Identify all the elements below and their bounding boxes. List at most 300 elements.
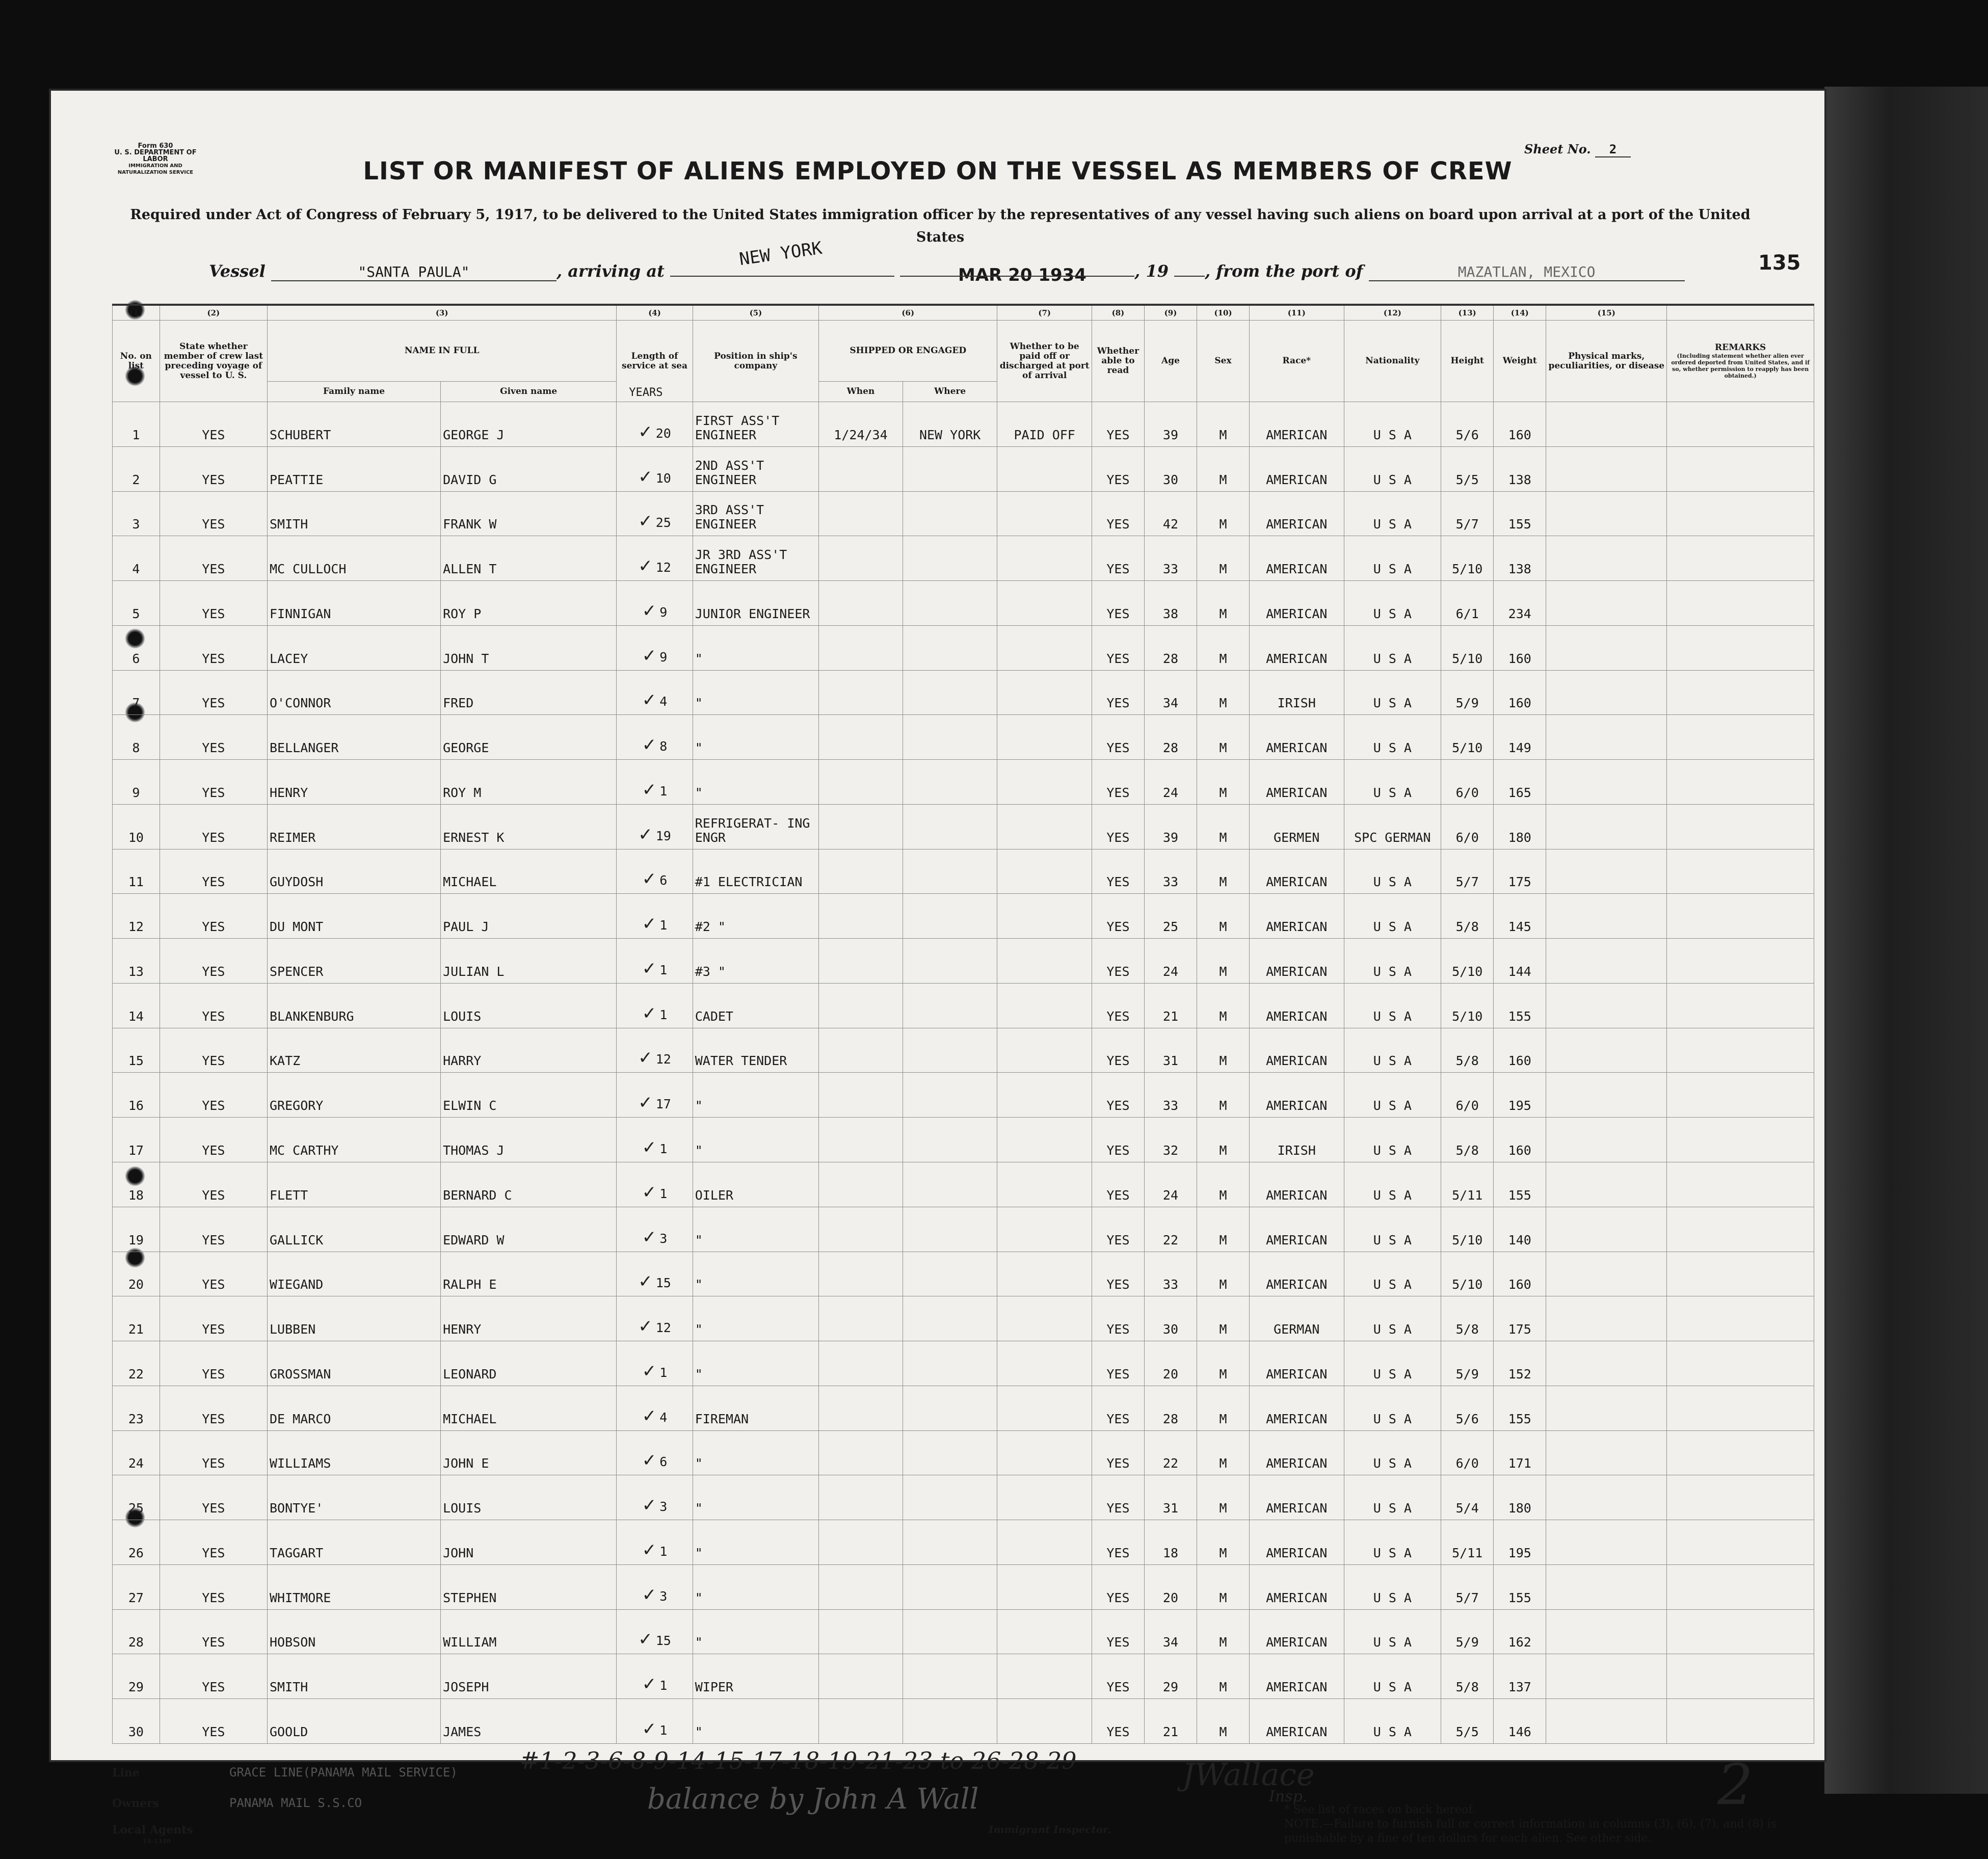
line-label: Line bbox=[112, 1766, 140, 1780]
race: AMERICAN bbox=[1266, 427, 1328, 442]
given-name-cell bbox=[441, 849, 617, 894]
age: 34 bbox=[1162, 1635, 1179, 1650]
given-name: THOMAS J bbox=[443, 1143, 505, 1158]
sex-cell bbox=[1197, 1430, 1250, 1475]
given-name: JULIAN L bbox=[443, 964, 505, 979]
height-cell bbox=[1441, 1341, 1494, 1386]
check-mark-icon: ✓ bbox=[642, 1495, 657, 1516]
year-label: , 19 bbox=[1134, 261, 1169, 281]
weight-cell bbox=[1494, 1341, 1546, 1386]
race-cell bbox=[1250, 1564, 1344, 1609]
check-mark-icon: ✓ bbox=[642, 1361, 657, 1382]
given-name: JOHN bbox=[443, 1545, 474, 1560]
position-cell bbox=[693, 1386, 818, 1430]
row-number-cell bbox=[113, 894, 160, 939]
nationality: U S A bbox=[1373, 1724, 1412, 1739]
given-name: GEORGE bbox=[443, 740, 489, 756]
race-cell bbox=[1250, 491, 1344, 536]
header-remarks bbox=[1667, 321, 1814, 402]
height-cell bbox=[1441, 849, 1494, 894]
weight-cell bbox=[1494, 581, 1546, 626]
nationality: U S A bbox=[1373, 1366, 1412, 1382]
family-name: SMITH bbox=[269, 517, 308, 532]
race: AMERICAN bbox=[1266, 1411, 1328, 1426]
sex: M bbox=[1219, 1411, 1227, 1426]
length-of-service-cell bbox=[617, 1699, 693, 1744]
weight-cell bbox=[1494, 446, 1546, 491]
height: 6/0 bbox=[1455, 830, 1479, 845]
shipped-where-cell bbox=[903, 983, 997, 1028]
table-row bbox=[113, 1386, 1814, 1430]
height: 5/8 bbox=[1455, 919, 1479, 935]
nationality-cell bbox=[1344, 1118, 1441, 1162]
physical-marks-cell bbox=[1546, 983, 1667, 1028]
race-cell bbox=[1250, 1162, 1344, 1207]
given-name-cell bbox=[441, 1028, 617, 1073]
weight: 160 bbox=[1508, 1053, 1531, 1069]
header-able-read: Whether able to read bbox=[1092, 321, 1144, 402]
member-last-voyage-cell bbox=[160, 1654, 267, 1699]
given-name: WILLIAM bbox=[443, 1635, 497, 1650]
position-cell bbox=[693, 1654, 818, 1699]
sex: M bbox=[1219, 606, 1227, 621]
sex: M bbox=[1219, 1098, 1227, 1113]
paid-off-cell bbox=[997, 1296, 1092, 1341]
height: 5/6 bbox=[1455, 427, 1479, 442]
family-name: SCHUBERT bbox=[269, 427, 331, 442]
height-cell bbox=[1441, 670, 1494, 715]
physical-marks-cell bbox=[1546, 1028, 1667, 1073]
col-num: (5) bbox=[693, 305, 818, 321]
row-number-cell bbox=[113, 491, 160, 536]
length-of-service-cell bbox=[617, 1296, 693, 1341]
member-last-voyage-cell bbox=[160, 1475, 267, 1520]
table-row bbox=[113, 1162, 1814, 1207]
years-label: YEARS bbox=[629, 386, 663, 399]
age: 42 bbox=[1162, 517, 1179, 532]
remarks-cell bbox=[1667, 1609, 1814, 1654]
given-name-cell bbox=[441, 760, 617, 805]
sex-cell bbox=[1197, 1341, 1250, 1386]
sex-cell bbox=[1197, 491, 1250, 536]
given-name: ALLEN T bbox=[443, 562, 497, 577]
remarks-cell bbox=[1667, 1073, 1814, 1118]
age: 22 bbox=[1162, 1456, 1179, 1471]
remarks-cell bbox=[1667, 1386, 1814, 1430]
weight-cell bbox=[1494, 894, 1546, 939]
table-row bbox=[113, 1341, 1814, 1386]
age: 22 bbox=[1162, 1232, 1179, 1247]
check-mark-icon: ✓ bbox=[638, 421, 653, 442]
age-cell bbox=[1144, 446, 1197, 491]
header-physical: Physical marks, peculiarities, or disease bbox=[1546, 321, 1667, 402]
age-cell bbox=[1144, 983, 1197, 1028]
paid-off-cell bbox=[997, 1028, 1092, 1073]
remarks-cell bbox=[1667, 1207, 1814, 1252]
family-name-cell bbox=[267, 1341, 440, 1386]
race: AMERICAN bbox=[1266, 1277, 1328, 1292]
given-name: RALPH E bbox=[443, 1277, 497, 1292]
age-cell bbox=[1144, 670, 1197, 715]
race-cell bbox=[1250, 1699, 1344, 1744]
able-to-read: YES bbox=[1106, 562, 1130, 577]
member-last-voyage-cell bbox=[160, 1207, 267, 1252]
arriving-blank bbox=[670, 276, 894, 277]
given-name: JAMES bbox=[443, 1724, 482, 1739]
nationality-cell bbox=[1344, 1296, 1441, 1341]
physical-marks-cell bbox=[1546, 1475, 1667, 1520]
remarks-cell bbox=[1667, 1430, 1814, 1475]
check-mark-icon: ✓ bbox=[642, 914, 657, 935]
member-last-voyage-cell bbox=[160, 625, 267, 670]
length-of-service: 17 bbox=[655, 1097, 671, 1112]
nationality-cell bbox=[1344, 1386, 1441, 1430]
length-of-service-cell bbox=[617, 1386, 693, 1430]
row-number-cell bbox=[113, 1028, 160, 1073]
given-name: JOHN T bbox=[443, 651, 489, 666]
remarks-cell bbox=[1667, 939, 1814, 984]
weight-cell bbox=[1494, 1028, 1546, 1073]
member-last-voyage-cell bbox=[160, 1296, 267, 1341]
age: 28 bbox=[1162, 651, 1179, 666]
physical-marks-cell bbox=[1546, 1296, 1667, 1341]
height: 5/8 bbox=[1455, 1143, 1479, 1158]
age-cell bbox=[1144, 1699, 1197, 1744]
position: " bbox=[695, 1724, 703, 1739]
nationality-cell bbox=[1344, 1609, 1441, 1654]
remarks-cell bbox=[1667, 581, 1814, 626]
check-mark-icon: ✓ bbox=[642, 1539, 657, 1560]
age-cell bbox=[1144, 1296, 1197, 1341]
able-to-read: YES bbox=[1106, 696, 1130, 711]
col-num: (11) bbox=[1250, 305, 1344, 321]
shipped-when-cell bbox=[819, 983, 903, 1028]
age: 33 bbox=[1162, 1098, 1179, 1113]
able-to-read-cell bbox=[1092, 849, 1144, 894]
position: " bbox=[695, 1635, 703, 1650]
able-to-read: YES bbox=[1106, 1680, 1130, 1695]
height: 5/11 bbox=[1452, 1187, 1483, 1203]
member-last-voyage-cell bbox=[160, 983, 267, 1028]
given-name: HENRY bbox=[443, 1322, 482, 1337]
weight: 165 bbox=[1508, 785, 1531, 800]
header-name-in-full: NAME IN FULL bbox=[267, 321, 616, 382]
paid-off-cell bbox=[997, 1252, 1092, 1296]
weight: 145 bbox=[1508, 919, 1531, 935]
race-cell bbox=[1250, 581, 1344, 626]
length-of-service-cell bbox=[617, 1475, 693, 1520]
length-of-service: 1 bbox=[659, 1365, 668, 1380]
age-cell bbox=[1144, 849, 1197, 894]
nationality-cell bbox=[1344, 1028, 1441, 1073]
member-last-voyage-cell bbox=[160, 536, 267, 581]
table-row bbox=[113, 1118, 1814, 1162]
length-of-service: 12 bbox=[655, 1052, 671, 1067]
paid-off-cell bbox=[997, 939, 1092, 984]
header-shipped: SHIPPED OR ENGAGED bbox=[819, 321, 997, 382]
height-cell bbox=[1441, 1296, 1494, 1341]
age: 39 bbox=[1162, 427, 1179, 442]
shipped-when-cell bbox=[819, 1341, 903, 1386]
shipped-when-cell bbox=[819, 1296, 903, 1341]
height-cell bbox=[1441, 1430, 1494, 1475]
able-to-read: YES bbox=[1106, 1635, 1130, 1650]
family-name: GALLICK bbox=[269, 1232, 324, 1247]
race-cell bbox=[1250, 939, 1344, 984]
race-cell bbox=[1250, 1654, 1344, 1699]
fine-note: NOTE.—Failure to furnish full or correct information in columns (3), (6), (7), and (8) is punishable by a fine of ten dollars for each alien. See other side. bbox=[1284, 1818, 1777, 1845]
sex-cell bbox=[1197, 983, 1250, 1028]
check-mark-icon: ✓ bbox=[638, 511, 653, 532]
given-name: MICHAEL bbox=[443, 874, 497, 890]
family-name-cell bbox=[267, 1609, 440, 1654]
member-last-voyage: YES bbox=[202, 1098, 225, 1113]
table-row bbox=[113, 715, 1814, 760]
nationality-cell bbox=[1344, 1699, 1441, 1744]
form-number: Form 630 bbox=[138, 142, 173, 150]
able-to-read-cell bbox=[1092, 1386, 1144, 1430]
age-cell bbox=[1144, 1430, 1197, 1475]
height-cell bbox=[1441, 446, 1494, 491]
shipped-when-cell bbox=[819, 894, 903, 939]
physical-marks-cell bbox=[1546, 1252, 1667, 1296]
col-num: (3) bbox=[267, 305, 616, 321]
physical-marks-cell bbox=[1546, 1207, 1667, 1252]
length-of-service: 1 bbox=[659, 1141, 668, 1157]
race: AMERICAN bbox=[1266, 1680, 1328, 1695]
paid-off-cell bbox=[997, 402, 1092, 447]
position: 2ND ASS'T ENGINEER bbox=[695, 458, 764, 487]
family-name-cell bbox=[267, 849, 440, 894]
position: WATER TENDER bbox=[695, 1053, 787, 1069]
able-to-read: YES bbox=[1106, 651, 1130, 666]
family-name-cell bbox=[267, 536, 440, 581]
race: AMERICAN bbox=[1266, 1635, 1328, 1650]
shipped-where-cell bbox=[903, 1073, 997, 1118]
sheet-number-value: 2 bbox=[1595, 142, 1631, 157]
age: 20 bbox=[1162, 1366, 1179, 1382]
sex: M bbox=[1219, 1724, 1227, 1739]
weight: 138 bbox=[1508, 562, 1531, 577]
family-name-cell bbox=[267, 1028, 440, 1073]
weight: 155 bbox=[1508, 1411, 1531, 1426]
physical-marks-cell bbox=[1546, 939, 1667, 984]
remarks-cell bbox=[1667, 804, 1814, 849]
weight: 180 bbox=[1508, 1501, 1531, 1516]
row-number-cell bbox=[113, 1073, 160, 1118]
header-length-service: Length of service at sea bbox=[617, 321, 693, 402]
shipped-where-cell bbox=[903, 446, 997, 491]
age-cell bbox=[1144, 894, 1197, 939]
position-cell bbox=[693, 983, 818, 1028]
member-last-voyage: YES bbox=[202, 1680, 225, 1695]
row-number: 15 bbox=[128, 1053, 144, 1069]
nationality: U S A bbox=[1373, 1098, 1412, 1113]
physical-marks-cell bbox=[1546, 715, 1667, 760]
position-cell bbox=[693, 1341, 818, 1386]
age: 33 bbox=[1162, 874, 1179, 890]
position-cell bbox=[693, 1609, 818, 1654]
handwritten-balance: balance by John A Wall bbox=[647, 1783, 979, 1816]
member-last-voyage-cell bbox=[160, 581, 267, 626]
family-name-cell bbox=[267, 1207, 440, 1252]
member-last-voyage: YES bbox=[202, 964, 225, 979]
col-num: (13) bbox=[1441, 305, 1494, 321]
check-mark-icon: ✓ bbox=[642, 1227, 657, 1247]
physical-marks-cell bbox=[1546, 849, 1667, 894]
row-number-cell bbox=[113, 939, 160, 984]
table-row bbox=[113, 983, 1814, 1028]
length-of-service-cell bbox=[617, 939, 693, 984]
shipped-where-cell bbox=[903, 402, 997, 447]
sex: M bbox=[1219, 517, 1227, 532]
see-list-note: * See list of races on back hereof. bbox=[1284, 1803, 1476, 1816]
height: 5/4 bbox=[1455, 1501, 1479, 1516]
manifest-sheet bbox=[51, 91, 1824, 1845]
handwritten-insp: Insp. bbox=[1269, 1788, 1308, 1805]
family-name-cell bbox=[267, 760, 440, 805]
age: 39 bbox=[1162, 830, 1179, 845]
given-name-cell bbox=[441, 1654, 617, 1699]
length-of-service-cell bbox=[617, 1252, 693, 1296]
family-name: FINNIGAN bbox=[269, 606, 331, 621]
age: 30 bbox=[1162, 472, 1179, 487]
sex: M bbox=[1219, 472, 1227, 487]
family-name-cell bbox=[267, 402, 440, 447]
position-cell bbox=[693, 760, 818, 805]
nationality: U S A bbox=[1373, 651, 1412, 666]
age-cell bbox=[1144, 715, 1197, 760]
sex-cell bbox=[1197, 1520, 1250, 1565]
able-to-read-cell bbox=[1092, 1699, 1144, 1744]
family-name: GROSSMAN bbox=[269, 1366, 331, 1382]
given-name: LEONARD bbox=[443, 1366, 497, 1382]
row-number-cell bbox=[113, 1654, 160, 1699]
shipped-when-cell bbox=[819, 849, 903, 894]
sex: M bbox=[1219, 1501, 1227, 1516]
vessel-name: "SANTA PAULA" bbox=[271, 263, 556, 281]
height-cell bbox=[1441, 536, 1494, 581]
nationality-cell bbox=[1344, 1475, 1441, 1520]
family-name: WHITMORE bbox=[269, 1590, 331, 1605]
race-cell bbox=[1250, 804, 1344, 849]
table-row bbox=[113, 939, 1814, 984]
stamp-number: 135 bbox=[1758, 251, 1801, 275]
family-name-cell bbox=[267, 1386, 440, 1430]
physical-marks-cell bbox=[1546, 491, 1667, 536]
sex: M bbox=[1219, 919, 1227, 935]
nationality-cell bbox=[1344, 804, 1441, 849]
check-mark-icon: ✓ bbox=[638, 1271, 653, 1292]
given-name: LOUIS bbox=[443, 1501, 482, 1516]
weight-cell bbox=[1494, 1296, 1546, 1341]
able-to-read: YES bbox=[1106, 517, 1130, 532]
physical-marks-cell bbox=[1546, 1520, 1667, 1565]
able-to-read-cell bbox=[1092, 402, 1144, 447]
date-blank bbox=[900, 276, 1134, 277]
table-row bbox=[113, 1699, 1814, 1744]
length-of-service-cell bbox=[617, 804, 693, 849]
race: AMERICAN bbox=[1266, 606, 1328, 621]
weight: 138 bbox=[1508, 472, 1531, 487]
handwritten-signature: JWallace bbox=[1182, 1757, 1315, 1793]
row-number: 22 bbox=[128, 1366, 144, 1382]
race: AMERICAN bbox=[1266, 1366, 1328, 1382]
race: AMERICAN bbox=[1266, 1590, 1328, 1605]
sex: M bbox=[1219, 1456, 1227, 1471]
member-last-voyage: YES bbox=[202, 1724, 225, 1739]
arriving-label: , arriving at bbox=[556, 261, 665, 281]
length-of-service-cell bbox=[617, 446, 693, 491]
row-number-cell bbox=[113, 1341, 160, 1386]
given-name-cell bbox=[441, 715, 617, 760]
col-num: (9) bbox=[1144, 305, 1197, 321]
remarks-cell bbox=[1667, 1252, 1814, 1296]
member-last-voyage: YES bbox=[202, 1590, 225, 1605]
nationality: U S A bbox=[1373, 1053, 1412, 1069]
check-mark-icon: ✓ bbox=[638, 466, 653, 487]
paid-off-cell bbox=[997, 536, 1092, 581]
height-cell bbox=[1441, 581, 1494, 626]
race-cell bbox=[1250, 1207, 1344, 1252]
height: 5/10 bbox=[1452, 1277, 1483, 1292]
column-number-row bbox=[113, 305, 1814, 321]
nationality: U S A bbox=[1373, 1143, 1412, 1158]
member-last-voyage-cell bbox=[160, 1118, 267, 1162]
length-of-service: 3 bbox=[659, 1231, 668, 1246]
paid-off-cell bbox=[997, 1118, 1092, 1162]
nationality-cell bbox=[1344, 581, 1441, 626]
given-name-cell bbox=[441, 1118, 617, 1162]
length-of-service-cell bbox=[617, 1564, 693, 1609]
position-cell bbox=[693, 670, 818, 715]
shipped-when-cell bbox=[819, 491, 903, 536]
height-cell bbox=[1441, 1699, 1494, 1744]
remarks-cell bbox=[1667, 894, 1814, 939]
given-name-cell bbox=[441, 1699, 617, 1744]
shipped-where-cell bbox=[903, 804, 997, 849]
shipped-when-cell bbox=[819, 1073, 903, 1118]
age: 38 bbox=[1162, 606, 1179, 621]
age: 25 bbox=[1162, 919, 1179, 935]
col-num: (4) bbox=[617, 305, 693, 321]
row-number: 24 bbox=[128, 1456, 144, 1471]
physical-marks-cell bbox=[1546, 760, 1667, 805]
length-of-service-cell bbox=[617, 1341, 693, 1386]
col-num: (1) bbox=[113, 305, 160, 321]
family-name: PEATTIE bbox=[269, 472, 324, 487]
date-stamp: MAR 20 1934 bbox=[958, 265, 1086, 285]
weight-cell bbox=[1494, 983, 1546, 1028]
member-last-voyage: YES bbox=[202, 517, 225, 532]
physical-marks-cell bbox=[1546, 1162, 1667, 1207]
paid-off-cell bbox=[997, 446, 1092, 491]
height-cell bbox=[1441, 1162, 1494, 1207]
length-of-service-cell bbox=[617, 894, 693, 939]
check-mark-icon: ✓ bbox=[642, 1182, 657, 1203]
paid-off-cell bbox=[997, 581, 1092, 626]
family-name-cell bbox=[267, 581, 440, 626]
member-last-voyage-cell bbox=[160, 1073, 267, 1118]
member-last-voyage: YES bbox=[202, 919, 225, 935]
nationality: U S A bbox=[1373, 1411, 1412, 1426]
height-cell bbox=[1441, 625, 1494, 670]
table-row bbox=[113, 1296, 1814, 1341]
weight-cell bbox=[1494, 536, 1546, 581]
header-age: Age bbox=[1144, 321, 1197, 402]
race: GERMAN bbox=[1274, 1322, 1320, 1337]
able-to-read: YES bbox=[1106, 606, 1130, 621]
